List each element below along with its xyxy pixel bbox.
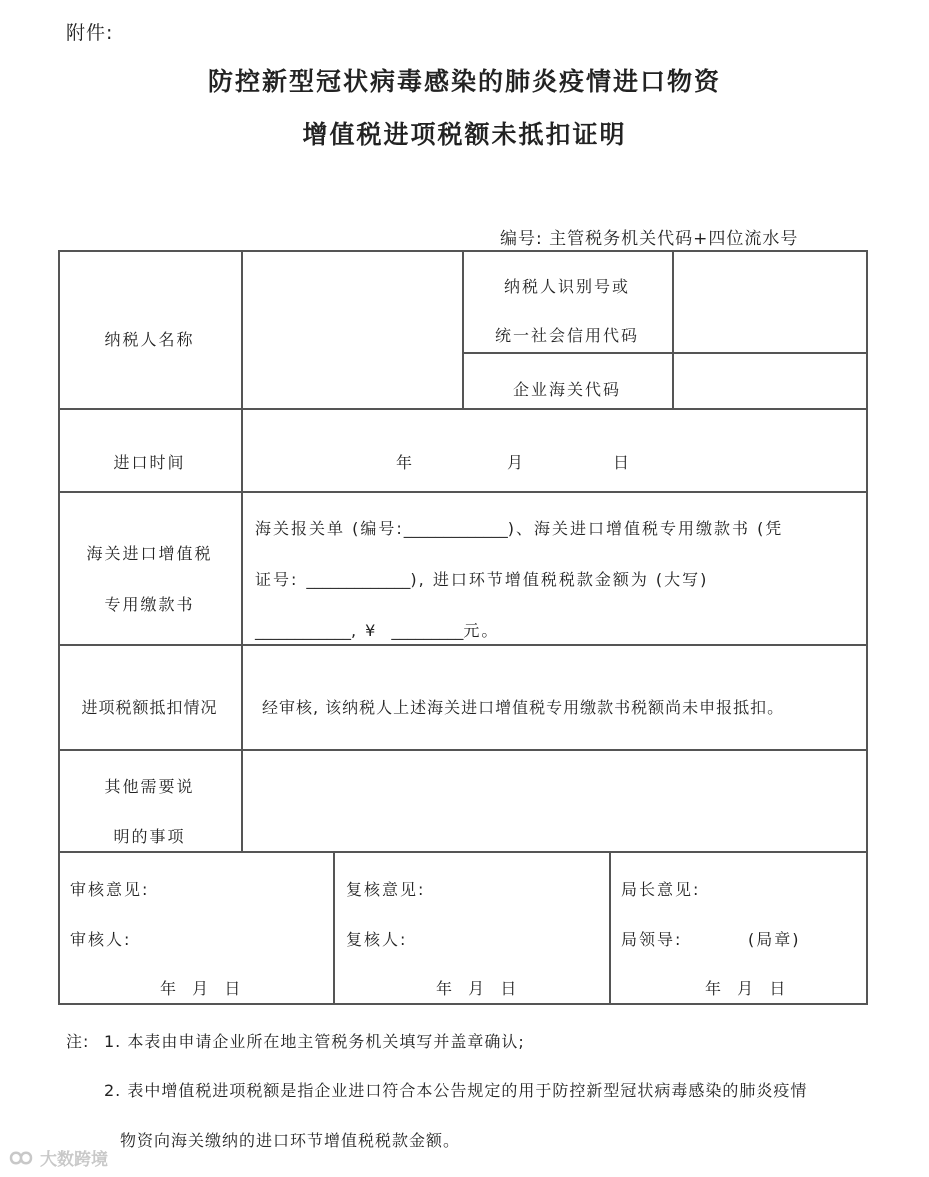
column-divider xyxy=(333,851,335,1003)
attachment-label: 附件: xyxy=(66,22,114,44)
reviewer-label: 审核人: xyxy=(70,930,132,949)
column-divider xyxy=(241,250,243,851)
watermark xyxy=(8,1145,108,1170)
serial-number: 编号: 主管税务机关代码+四位流水号 xyxy=(500,229,799,249)
row-divider xyxy=(58,644,868,646)
voucher-number-blank: _____________ xyxy=(306,570,411,589)
recheck-opinion-label: 复核意见: xyxy=(346,880,426,899)
taxpayer-id-label-2: 统一社会信用代码 xyxy=(494,326,639,345)
watermark-logo-icon xyxy=(8,1148,34,1168)
row-divider xyxy=(58,491,868,493)
recheck-date: 年 月 日 xyxy=(436,979,519,998)
declaration-number-blank: _____________ xyxy=(403,519,508,538)
other-matters-label-2: 明的事项 xyxy=(113,827,186,846)
row-divider xyxy=(58,749,868,751)
other-matters-label-1: 其他需要说 xyxy=(104,777,195,796)
taxpayer-name-label: 纳税人名称 xyxy=(104,330,195,349)
review-opinion-label: 审核意见: xyxy=(70,880,150,899)
import-date-month: 月 xyxy=(507,453,526,472)
document-title-line-2: 增值税进项税额未抵扣证明 xyxy=(302,120,627,149)
watermark-text: 大数跨境 xyxy=(40,1150,108,1170)
customs-code-label: 企业海关代码 xyxy=(512,380,621,399)
table-border-left xyxy=(58,250,60,1004)
payment-text: 海关报关单 (编号: xyxy=(255,519,404,538)
note-2-line-2: 物资向海关缴纳的进口环节增值税税款金额。 xyxy=(120,1131,461,1150)
note-1: 1. 本表由申请企业所在地主管税务机关填写并盖章确认; xyxy=(104,1032,525,1051)
review-date: 年 月 日 xyxy=(160,979,243,998)
amount-chinese-blank: ____________ xyxy=(255,621,351,640)
rechecker-label: 复核人: xyxy=(346,930,408,949)
payment-label-2: 专用缴款书 xyxy=(104,595,195,614)
payment-text: 证号: xyxy=(255,570,299,589)
deduction-label: 进项税额抵扣情况 xyxy=(81,698,218,717)
deduction-text: 经审核, 该纳税人上述海关进口增值税专用缴款书税额尚未申报抵扣。 xyxy=(262,698,785,717)
table-border-bottom xyxy=(58,1003,868,1005)
document-title-line-1: 防控新型冠状病毒感染的肺炎疫情进口物资 xyxy=(207,67,721,96)
column-divider xyxy=(609,851,611,1003)
row-divider xyxy=(462,352,868,354)
bureau-seal-label: (局章) xyxy=(748,930,801,949)
payment-text-line-2 xyxy=(255,567,708,590)
payment-text: , ¥ xyxy=(351,621,378,640)
row-divider xyxy=(58,408,868,410)
payment-text: 元。 xyxy=(463,621,500,640)
import-date-year: 年 xyxy=(396,453,415,472)
director-opinion-label: 局长意见: xyxy=(621,880,701,899)
row-divider xyxy=(58,851,868,853)
director-date: 年 月 日 xyxy=(705,979,788,998)
table-border-right xyxy=(866,250,868,1004)
amount-number-blank: _________ xyxy=(391,621,464,640)
payment-text-line-3 xyxy=(255,618,499,641)
payment-text: )、海关进口增值税专用缴款书 (凭 xyxy=(507,519,784,538)
director-label: 局领导: xyxy=(621,930,683,949)
payment-text-line-1 xyxy=(255,516,783,539)
note-2-line-1: 2. 表中增值税进项税额是指企业进口符合本公告规定的用于防控新型冠状病毒感染的肺炎疫情 xyxy=(104,1081,808,1100)
notes-prefix: 注: xyxy=(66,1032,90,1051)
column-divider xyxy=(672,250,674,408)
payment-text: ), 进口环节增值税税款金额为 (大写) xyxy=(410,570,709,589)
import-date-day: 日 xyxy=(613,453,632,472)
import-time-label: 进口时间 xyxy=(113,453,186,472)
payment-label-1: 海关进口增值税 xyxy=(86,544,213,563)
taxpayer-id-label-1: 纳税人识别号或 xyxy=(503,277,630,296)
